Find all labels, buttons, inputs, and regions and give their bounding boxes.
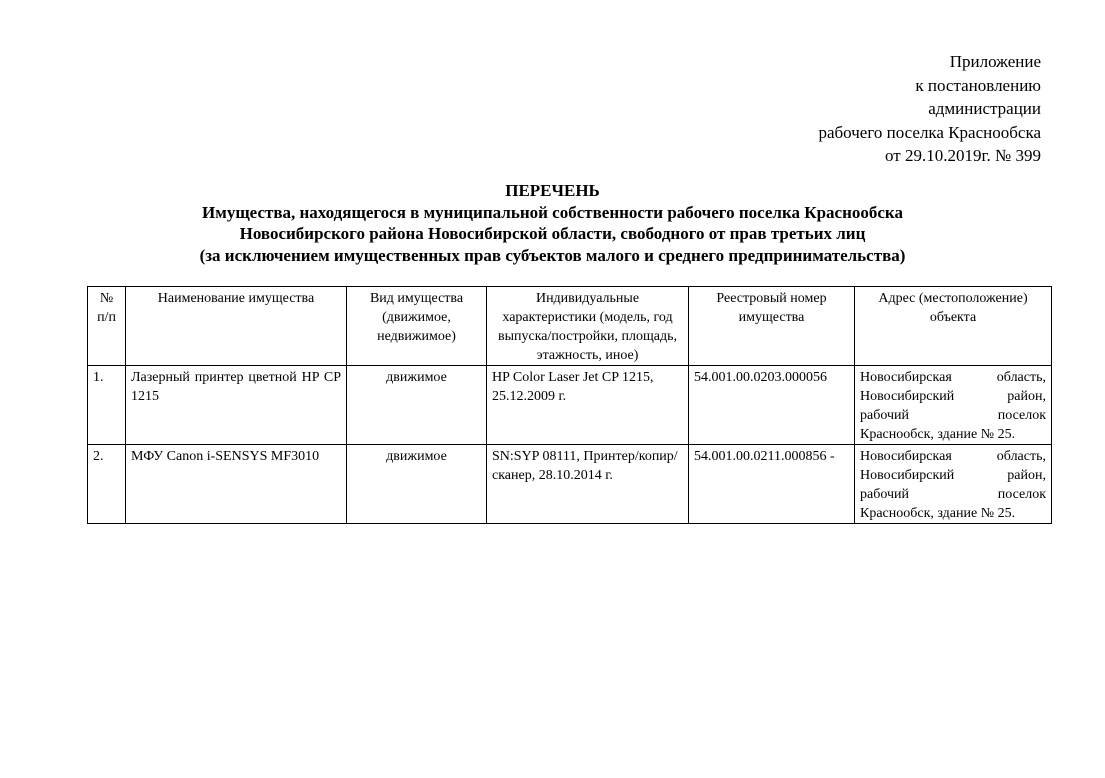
address-line: рабочий поселок: [860, 408, 1046, 423]
header-registry-number: Реестровый номер имущества: [689, 287, 855, 366]
address-line: Новосибирский район,: [860, 389, 1046, 404]
header-characteristics: Индивидуальные характеристики (модель, год выпуска/постройки, площадь, этажность, иное): [487, 287, 689, 366]
address-line: Новосибирский район,: [860, 468, 1046, 483]
header-address: Адрес (местоположение) объекта: [855, 287, 1052, 366]
appendix-line: Приложение: [949, 52, 1041, 71]
property-table: [87, 286, 1052, 524]
cell-name: Лазерный принтер цветной HP CP 1215: [126, 366, 347, 445]
cell-registry-number: 54.001.00.0203.000056: [689, 366, 855, 445]
address-line: Краснообск, здание № 25.: [860, 506, 1016, 521]
cell-address: [855, 366, 1052, 445]
appendix-line: администрации: [928, 99, 1041, 118]
table-header-row: [88, 287, 1052, 366]
header-type: Вид имущества (движимое, недвижимое): [347, 287, 487, 366]
heading-line: Новосибирского района Новосибирской области, свободного от прав третьих лиц: [239, 224, 866, 243]
heading-line: (за исключением имущественных прав субъектов малого и среднего предпринимательства): [199, 245, 906, 265]
cell-name: МФУ Canon i-SENSYS MF3010: [126, 445, 347, 524]
header-name: Наименование имущества: [126, 287, 347, 366]
appendix-line: к постановлению: [915, 75, 1041, 95]
address-line: Новосибирская область,: [860, 449, 1046, 464]
cell-characteristics: SN:SYP 08111, Принтер/копир/сканер, 28.10.2014 г.: [487, 445, 689, 524]
cell-registry-number: 54.001.00.0211.000856 -: [689, 445, 855, 524]
appendix-line: рабочего поселка Краснообска: [818, 122, 1041, 142]
cell-characteristics: HP Color Laser Jet CP 1215, 25.12.2009 г.: [487, 366, 689, 445]
document-title: ПЕРЕЧЕНЬ: [505, 181, 600, 200]
address-line: рабочий поселок: [860, 487, 1046, 502]
cell-type: движимое: [347, 366, 487, 445]
table-row: [88, 366, 1052, 445]
address-line: Новосибирская область,: [860, 370, 1046, 385]
appendix-line: от 29.10.2019г. № 399: [885, 146, 1041, 165]
table-row: [88, 445, 1052, 524]
cell-num: 2.: [88, 445, 126, 524]
cell-type: движимое: [347, 445, 487, 524]
document-heading: [0, 180, 1105, 266]
address-line: Краснообск, здание № 25.: [860, 427, 1016, 442]
cell-num: 1.: [88, 366, 126, 445]
cell-address: [855, 445, 1052, 524]
header-num: № п/п: [88, 287, 126, 366]
appendix-block: [818, 50, 1041, 168]
heading-line: Имущества, находящегося в муниципальной собственности рабочего поселка Краснообска: [202, 202, 903, 222]
